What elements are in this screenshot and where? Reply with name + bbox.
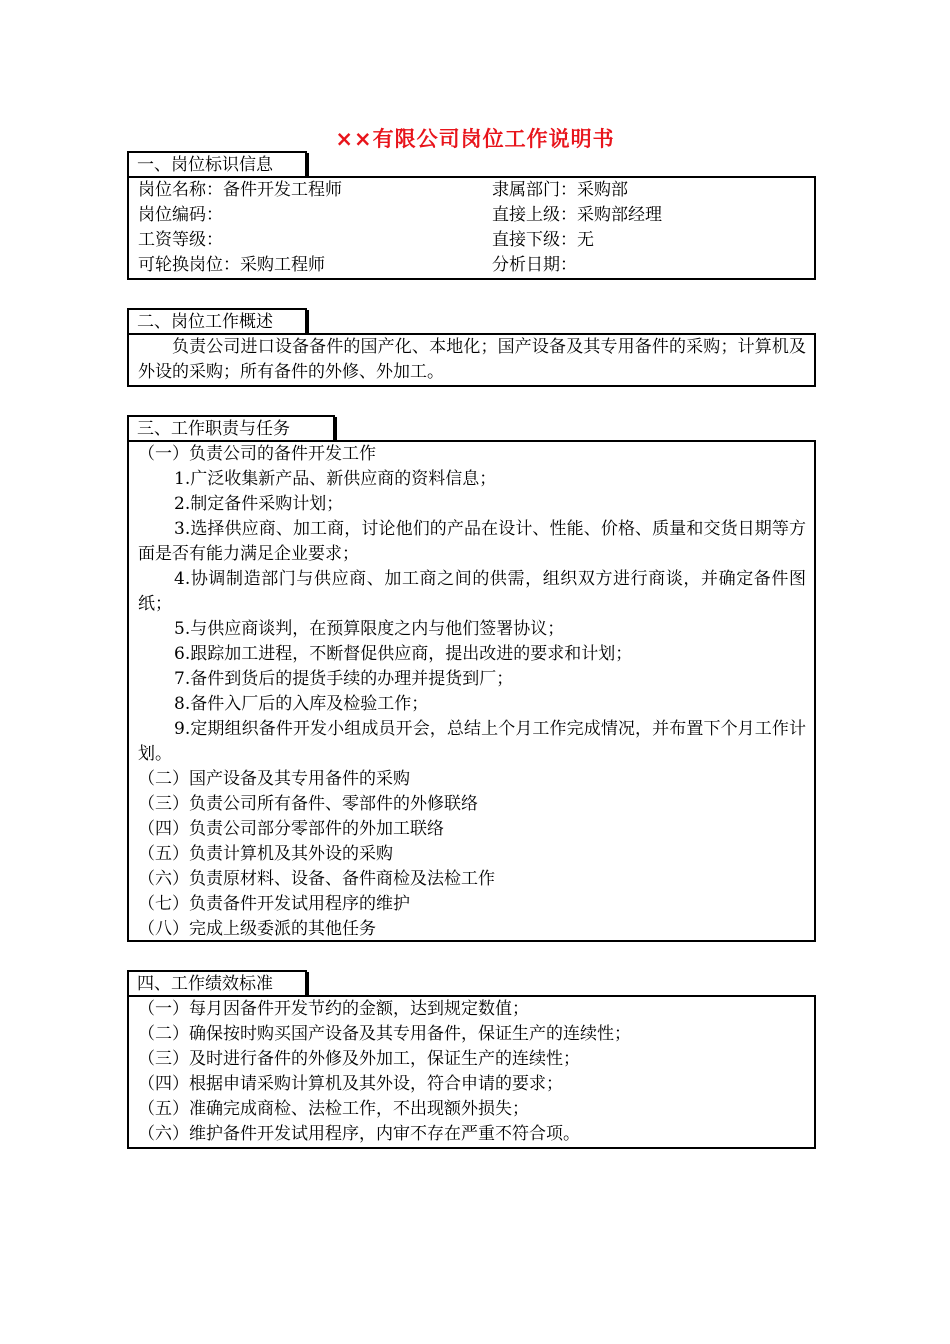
table-row — [138, 228, 806, 253]
duty-group: （七）负责备件开发试用程序的维护 — [138, 894, 410, 914]
table-row — [138, 178, 806, 203]
duty-item: 5.与供应商谈判，在预算限度之内与他们签署协议； — [174, 619, 565, 639]
duty-group: （八）完成上级委派的其他任务 — [138, 919, 376, 939]
department: 隶属部门：采购部 — [492, 180, 628, 200]
duty-item: 3.选择供应商、加工商，讨论他们的产品在设计、性能、价格、质量和交货日期等方面是否有能力满足企业要求； — [138, 519, 806, 564]
duty-group: （五）负责计算机及其外设的采购 — [138, 844, 393, 864]
section-heading-performance: 四、工作绩效标准 — [127, 970, 307, 995]
duties-box — [127, 440, 816, 942]
overview-box — [127, 333, 816, 387]
post-code: 岗位编码： — [138, 205, 223, 225]
standard-item: （四）根据申请采购计算机及其外设，符合申请的要求； — [138, 1074, 563, 1094]
post-name: 岗位名称：备件开发工程师 — [138, 180, 342, 200]
rotatable-post: 可轮换岗位：采购工程师 — [138, 255, 325, 275]
analysis-date: 分析日期： — [492, 255, 577, 275]
duty-item: 4.协调制造部门与供应商、加工商之间的供需，组织双方进行商谈，并确定备件图纸； — [138, 569, 806, 614]
duty-item: 8.备件入厂后的入库及检验工作； — [174, 694, 429, 714]
section-heading-overview: 二、岗位工作概述 — [127, 308, 307, 333]
duty-group: （二）国产设备及其专用备件的采购 — [138, 769, 410, 789]
direct-subordinate: 直接下级：无 — [492, 230, 594, 250]
standard-item: （三）及时进行备件的外修及外加工，保证生产的连续性； — [138, 1049, 580, 1069]
performance-box — [127, 995, 816, 1149]
duty-group: （四）负责公司部分零部件的外加工联络 — [138, 819, 444, 839]
standard-item: （五）准确完成商检、法检工作，不出现额外损失； — [138, 1099, 529, 1119]
standard-item: （六）维护备件开发试用程序，内审不存在严重不符合项。 — [138, 1124, 580, 1144]
duty-item: 2.制定备件采购计划； — [174, 494, 344, 514]
standard-item: （二）确保按时购买国产设备及其专用备件，保证生产的连续性； — [138, 1024, 631, 1044]
table-row — [138, 203, 806, 228]
standard-item: （一）每月因备件开发节约的金额，达到规定数值； — [138, 999, 529, 1019]
document-title: ××有限公司岗位工作说明书 — [335, 127, 615, 151]
table-row — [138, 253, 806, 278]
section-heading-duties: 三、工作职责与任务 — [127, 415, 335, 440]
identification-table — [127, 176, 816, 280]
duty-item: 9.定期组织备件开发小组成员开会，总结上个月工作完成情况，并布置下个月工作计划。 — [138, 719, 806, 764]
duty-item: 1.广泛收集新产品、新供应商的资料信息； — [174, 469, 497, 489]
overview-text: 负责公司进口设备备件的国产化、本地化；国产设备及其专用备件的采购；计算机及外设的采购；所有备件的外修、外加工。 — [138, 337, 806, 382]
duty-group: （一）负责公司的备件开发工作 — [138, 444, 376, 464]
duty-item: 7.备件到货后的提货手续的办理并提货到厂； — [174, 669, 514, 689]
duty-group: （三）负责公司所有备件、零部件的外修联络 — [138, 794, 478, 814]
section-heading-identification: 一、岗位标识信息 — [127, 151, 307, 176]
direct-superior: 直接上级：采购部经理 — [492, 205, 662, 225]
salary-grade: 工资等级： — [138, 230, 223, 250]
duty-group: （六）负责原材料、设备、备件商检及法检工作 — [138, 869, 495, 889]
duty-item: 6.跟踪加工进程，不断督促供应商，提出改进的要求和计划； — [174, 644, 633, 664]
